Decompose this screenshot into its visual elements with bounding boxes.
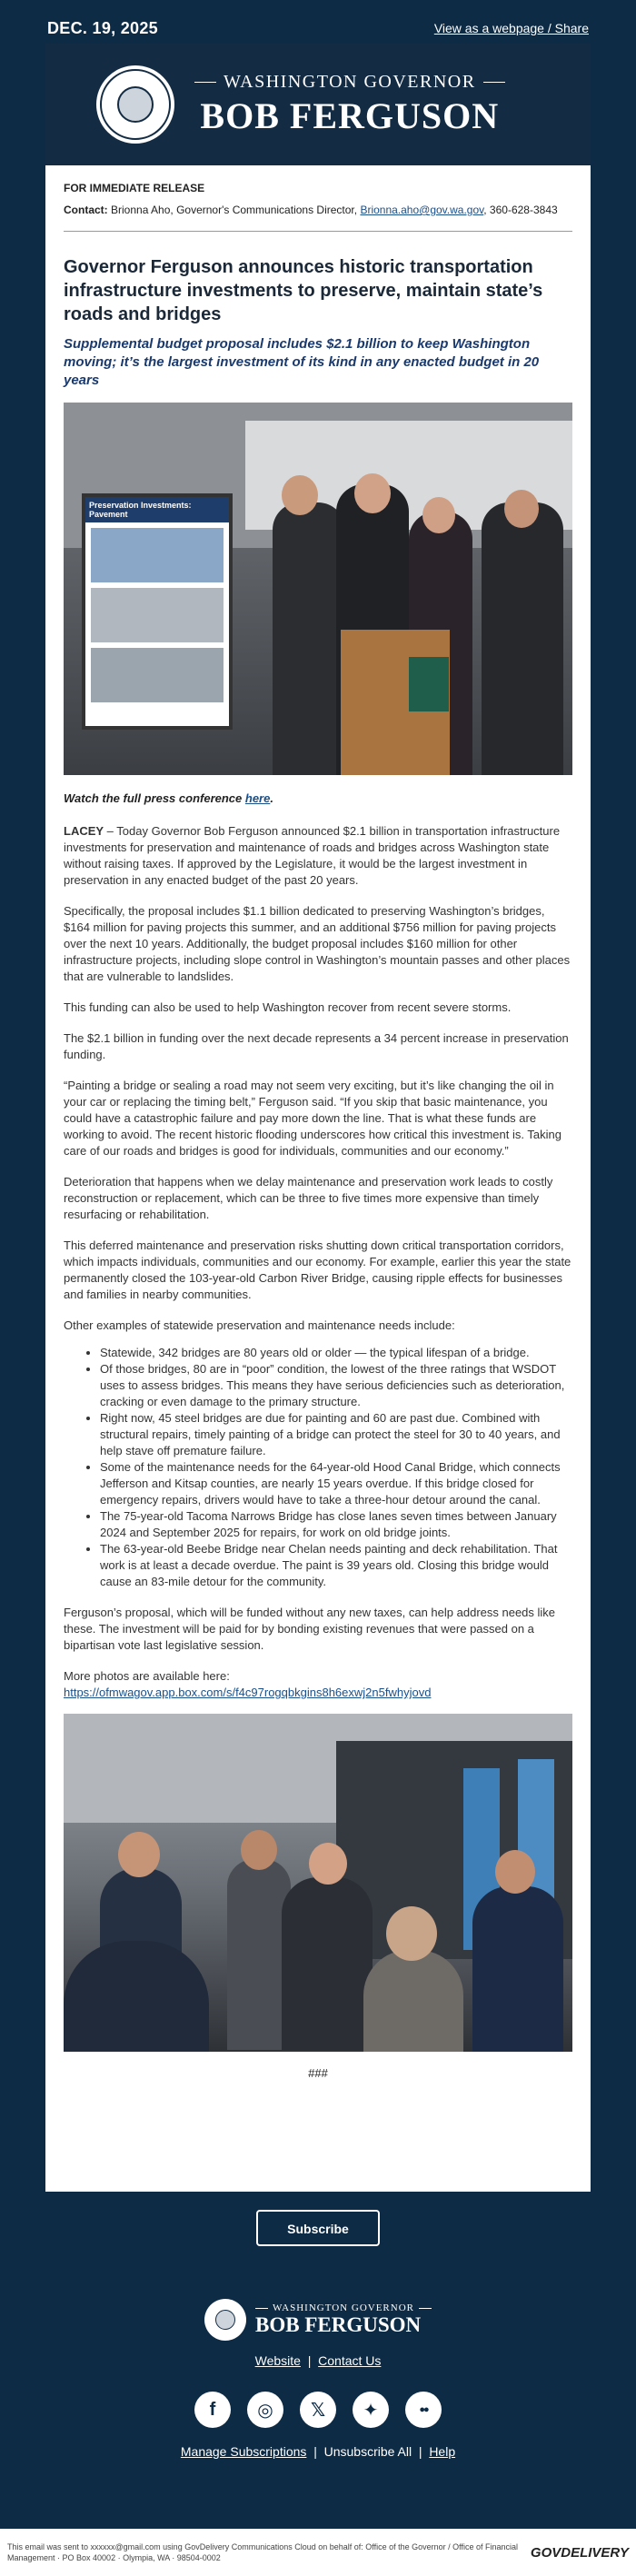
lede-paragraph [64, 823, 572, 889]
manage-subscriptions-link[interactable]: Manage Subscriptions [180, 2444, 307, 2459]
footer-logo [0, 2299, 636, 2341]
body-paragraph: This deferred maintenance and preservation risks shutting down critical transportation corridors, which impacts individuals, communities and our economy. For example, earlier this year the state permanently closed the 103-year-old Carbon River Bridge, causing ripple effects for businesses and families in nearby communities. [64, 1238, 571, 1301]
brand-name: BOB FERGUSON [200, 95, 500, 136]
sign-title: Preservation Investments: Pavement [85, 497, 229, 522]
header-banner [45, 44, 591, 165]
footer-brand-name: BOB FERGUSON [255, 2313, 422, 2336]
list-item: • Statewide, 342 bridges are 80 years old or older — the typical lifespan of a bridge. [100, 1345, 572, 1361]
contact-phone: , 360-628-3843 [483, 204, 558, 216]
separator: | [418, 2444, 422, 2459]
caption-text: Watch the full press conference [64, 791, 245, 805]
contact-email-link[interactable]: Brionna.aho@gov.wa.gov [360, 204, 484, 216]
facebook-icon[interactable]: f [194, 2392, 231, 2428]
flickr-icon[interactable]: ●● [405, 2392, 442, 2428]
bridge-needs-list [64, 1345, 572, 1590]
separator: | [313, 2444, 317, 2459]
list-item: • Right now, 45 steel bridges are due for painting and 60 are past due. Combined with structural repairs, timely painting of a bridge can protect the steel for 30 to 40 years, and help stave off premature failure. [100, 1410, 572, 1459]
more-photos [64, 1668, 572, 1701]
more-photos-link[interactable]: https://ofmwagov.app.box.com/s/f4c97rogqbkgins8h6exwj2n5fwhyjovd [64, 1686, 432, 1699]
press-conference-photo [64, 403, 572, 775]
closing-paragraph: Ferguson’s proposal, which will be funded without any new taxes, can help address needs like these. The investment will be paid for by bonding existing revenues that were passed on a bipartisan vote last legislative session. [64, 1606, 556, 1652]
release-label: FOR IMMEDIATE RELEASE [64, 182, 205, 194]
website-link[interactable]: Website [254, 2353, 301, 2368]
brand-subtitle: WASHINGTON GOVERNOR [224, 72, 476, 92]
governor-brand [194, 72, 505, 137]
list-item: • The 75-year-old Tacoma Narrows Bridge has close lanes seven times between January 2024 and September 2025 for repairs, for work on old bridge joints. [100, 1508, 572, 1541]
contact-us-link[interactable]: Contact Us [318, 2353, 382, 2368]
help-link[interactable]: Help [429, 2444, 456, 2459]
article-title: Governor Ferguson announces historic transportation infrastructure investments to preserve, maintain state’s roads and bridges [64, 257, 543, 324]
release-date: DEC. 19, 2025 [47, 18, 158, 37]
body-paragraph: Other examples of statewide preservation and maintenance needs include: [64, 1318, 455, 1332]
more-photos-text: More photos are available here: [64, 1669, 230, 1683]
subscribe-button[interactable]: Subscribe [256, 2210, 380, 2246]
list-item: • Some of the maintenance needs for the 64-year-old Hood Canal Bridge, which connects Jefferson and Kitsap counties, are nearly 15 years overdue. If this bridge closed for emergency repairs, drivers would have to take a three-hour detour around the canal. [100, 1459, 572, 1508]
press-conference-link[interactable]: here [244, 791, 271, 805]
caption-suffix: . [270, 791, 273, 805]
state-seal-logo [96, 65, 174, 144]
divider [64, 231, 572, 232]
separator: | [307, 2353, 312, 2368]
release-info [64, 165, 572, 216]
email-footer-note: This email was sent to xxxxxx@gmail.com using GovDelivery Communications Cloud on behalf of: Office of the Governor / Office of Financial Management · PO Box 40002 · Olympia, WA · 98504-0002 [7, 2542, 519, 2562]
lede-text: – Today Governor Bob Ferguson announced $2.1 billion in transportation infrastructure investments for preservation and maintenance of roads and bridges across Washington state without raising taxes. If approved by the Legislature, it would be the largest investment in preservation in any enacted budget of the past 20 years. [64, 824, 561, 887]
footer-links [0, 2353, 636, 2368]
unsubscribe-all-link[interactable]: Unsubscribe All [323, 2444, 412, 2459]
footer-seal-logo [204, 2299, 246, 2341]
article-subhead: Supplemental budget proposal includes $2.1 billion to keep Washington moving; it’s the largest investment of its kind in any enacted budget in 20 years [64, 336, 540, 388]
body-paragraph: Specifically, the proposal includes $1.1 billion dedicated to preserving Washington’s bridges, $164 million for paving projects this summer, and an additional $756 million for paving projects over the next 10 years. Additionally, the budget proposal includes $160 million for other infrastructure projects, including slope control in Washington’s mountain passes and other places that are vulnerable to landslides. [64, 904, 571, 983]
body-paragraph: Deterioration that happens when we delay maintenance and preservation work leads to costly reconstruction or replacement, which can be three to five times more expensive than timely resurfacing or rehabilitation. [64, 1175, 553, 1221]
contact-line [64, 204, 572, 216]
subscription-links [0, 2444, 636, 2459]
end-mark: ### [308, 2066, 328, 2080]
footer-portrait-icon [215, 2310, 235, 2330]
photo-caption [64, 791, 572, 805]
contact-text: Brionna Aho, Governor's Communications Director, [111, 204, 358, 216]
body-paragraph: The $2.1 billion in funding over the next decade represents a 34 percent increase in preservation funding. [64, 1031, 569, 1061]
email-card [45, 44, 591, 2192]
contact-label: Contact: [64, 204, 108, 216]
govdelivery-logo[interactable]: GOVDELIVERY [530, 2544, 629, 2561]
quote-paragraph: “Painting a bridge or sealing a road may not seem very exciting, but it’s like changing the oil in your car or replacing the timing belt,” Ferguson said. “If you skip that basic maintenance, you could have a catastrophic failure and pay more down the line. That is what these funds are working to avoid. The recent historic flooding underscores how critical this investment is. Taking care of our roads and bridges is good for individuals, communities and our economy.” [64, 1079, 561, 1158]
body-paragraph: This funding can also be used to help Washington recover from recent severe storms. [64, 1000, 512, 1014]
instagram-icon[interactable]: ◎ [247, 2392, 283, 2428]
bottom-bar [0, 2529, 636, 2576]
footer-brand-subtitle: WASHINGTON GOVERNOR [273, 2302, 414, 2313]
handshake-photo [64, 1714, 572, 2052]
list-item: • Of those bridges, 80 are in “poor” condition, the lowest of the three ratings that WSDOT uses to assess bridges. This means they have serious deficiencies such as deterioration, cracking or even damage to the primary structure. [100, 1361, 572, 1410]
list-item: • The 63-year-old Beebe Bridge near Chelan needs painting and deck rehabilitation. That work is at least a decade overdue. The paint is 39 years old. Closing this bridge would cause an 83-mile detour for the community. [100, 1541, 572, 1590]
washington-portrait-icon [117, 86, 154, 123]
x-icon[interactable]: 𝕏 [300, 2392, 336, 2428]
subscribe-section [0, 2210, 636, 2246]
dateline: LACEY [64, 824, 104, 838]
social-links [0, 2392, 636, 2428]
view-as-webpage-link[interactable]: View as a webpage / Share [433, 21, 589, 35]
bluesky-icon[interactable]: ✦ [353, 2392, 389, 2428]
